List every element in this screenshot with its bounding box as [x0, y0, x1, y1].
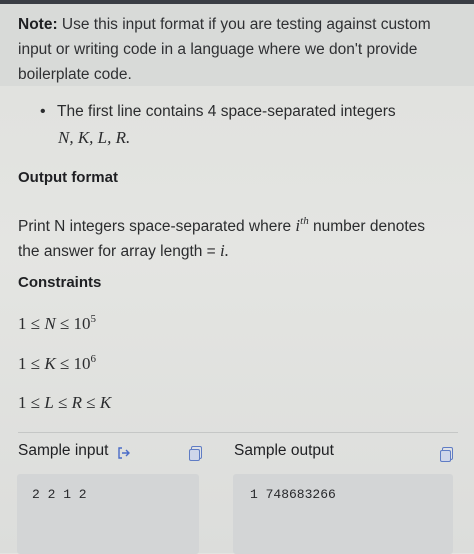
constraint-k-var: K [44, 354, 56, 373]
sample-output-label: Sample output [234, 442, 334, 459]
note-line-2: input or writing code in a language where we don't provide [18, 41, 418, 58]
sample-output-box[interactable] [233, 474, 453, 554]
input-bullet-text: The first line contains 4 space-separated integers [57, 103, 396, 120]
output-line-1-math: i [295, 216, 301, 235]
output-line-2-before: the answer for array length = [18, 243, 221, 260]
constraint-n-left: 1 ≤ [18, 314, 45, 333]
constraint-lr-r: R [71, 393, 83, 412]
constraint-n [18, 313, 96, 334]
constraint-lr-a: 1 ≤ [18, 393, 45, 412]
note-line-1: Use this input format if you are testing against custom [57, 16, 431, 33]
output-format-title: Output format [18, 169, 118, 186]
sample-input-box[interactable] [17, 474, 199, 554]
sample-input-label: Sample input [18, 442, 109, 459]
sample-input-value: 2 2 1 2 [32, 487, 87, 502]
constraint-lr-l: L [44, 393, 54, 412]
constraint-n-var: N [44, 314, 56, 333]
copy-icon-front [189, 449, 200, 461]
constraint-k-right: ≤ 10 [55, 354, 91, 373]
section-divider [18, 432, 458, 433]
constraint-lr-b: ≤ [53, 393, 72, 412]
constraint-n-right: ≤ 10 [55, 314, 91, 333]
sample-output-value: 1 748683266 [250, 487, 336, 502]
copy-icon-front [440, 450, 451, 462]
bullet-dot: • [40, 103, 46, 120]
constraint-lr [18, 393, 111, 413]
note-box [0, 4, 474, 86]
note-label: Note: [18, 16, 58, 33]
constraint-k [18, 353, 96, 374]
output-line-1-sup: th [300, 215, 309, 227]
output-line-2-math: i. [220, 241, 230, 260]
output-line-1-after: number denotes [308, 218, 426, 235]
constraint-k-exp: 6 [90, 353, 97, 365]
output-line-1-before: Print N integers space-separated where [18, 218, 296, 235]
note-text [18, 12, 458, 87]
enter-arrow-icon[interactable] [117, 446, 131, 460]
constraint-lr-c: ≤ [82, 393, 100, 412]
constraints-title: Constraints [18, 274, 102, 291]
constraint-k-left: 1 ≤ [18, 354, 45, 373]
constraint-lr-k: K [99, 393, 112, 412]
constraint-n-exp: 5 [90, 313, 97, 325]
note-line-3: boilerplate code. [18, 66, 132, 83]
output-format-text [18, 209, 458, 264]
copy-input-icon[interactable] [189, 446, 202, 460]
input-bullet-math: N, K, L, R. [58, 128, 131, 147]
copy-output-icon[interactable] [440, 447, 453, 461]
